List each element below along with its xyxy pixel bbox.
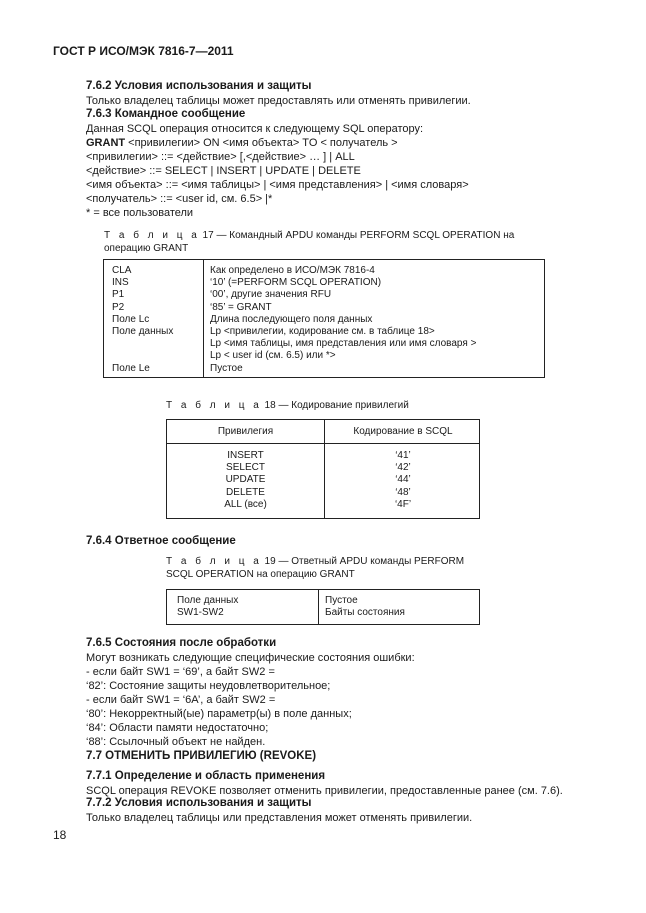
table-19-left-column <box>177 595 238 619</box>
table-cell: Lp <имя таблицы, имя представления или имя словаря > <box>210 338 477 350</box>
syntax-line: <получатель> ::= <user id, см. 6.5> |* <box>86 193 273 205</box>
syntax-line: <имя объекта> ::= <имя таблицы> | <имя представления> | <имя словаря> <box>86 179 469 191</box>
table-cell: ‘10’ (=PERFORM SCQL OPERATION) <box>210 277 382 289</box>
table-17-divider <box>203 260 204 377</box>
table-cell: ‘44’ <box>395 474 411 486</box>
table-cell: CLA <box>112 265 132 276</box>
section-7-7-1-heading: 7.7.1 Определение и область применения <box>86 770 326 782</box>
status-line: Могут возникать следующие специфические состояния ошибки: <box>86 652 415 664</box>
table-cell: Пустое <box>325 595 358 606</box>
table-cell <box>112 338 173 350</box>
table-cell: INS <box>112 277 129 289</box>
table-cell: Lp < user id (см. 6.5) или *> <box>210 350 336 362</box>
table-19-right-column <box>325 595 405 619</box>
section-7-7-2-heading: 7.7.2 Условия использования и защиты <box>86 797 312 809</box>
table-caption-prefix: Т а б л и ц а <box>104 230 200 241</box>
table-18-header-privilege: Привилегия <box>217 426 274 437</box>
table-cell: Поле Le <box>112 362 150 374</box>
table-17-left-column <box>112 265 173 375</box>
table-caption-prefix: Т а б л и ц а <box>166 556 262 567</box>
table-caption-text: 17 — Командный APDU команды PERFORM SCQL OPERATION на операцию GRANT <box>104 230 515 254</box>
page-number: 18 <box>53 828 67 842</box>
table-19-divider <box>318 590 319 624</box>
table-cell: ‘00’, другие значения RFU <box>210 289 332 301</box>
table-cell: ‘48’ <box>395 486 411 498</box>
table-cell: ALL (все) <box>224 498 267 510</box>
table-18-caption <box>166 399 409 412</box>
table-cell: SELECT <box>226 462 265 474</box>
table-cell: Поле данных <box>177 595 239 606</box>
table-cell: ‘85’ = GRANT <box>210 301 272 313</box>
section-7-6-3-body <box>86 122 469 220</box>
table-17-caption <box>104 229 546 255</box>
status-line: - если байт SW1 = ‘6A’, а байт SW2 = <box>86 694 276 706</box>
table-cell: ‘42’ <box>395 462 411 474</box>
table-cell: Поле данных <box>112 326 174 338</box>
table-caption-text: 19 — Ответный APDU команды PERFORM SCQL OPERATION на операцию GRANT <box>166 556 465 580</box>
section-7-7-2-text: Только владелец таблицы или представления может отменять привилегии. <box>86 812 473 824</box>
table-18-left-column <box>167 450 324 511</box>
table-cell: P2 <box>112 301 125 313</box>
table-cell: UPDATE <box>225 474 266 486</box>
table-18-header-rule <box>167 443 479 444</box>
section-7-6-2-heading: 7.6.2 Условия использования и защиты <box>86 80 312 92</box>
syntax-line: <действие> ::= SELECT | INSERT | UPDATE | DELETE <box>86 165 361 177</box>
section-7-7-1-text: SCQL операция REVOKE позволяет отменить привилегии, предоставленные ранее (см. 7.6). <box>86 785 563 797</box>
table-18-right-column <box>325 450 481 511</box>
table-18-header-coding: Кодирование в SCQL <box>353 426 453 437</box>
table-cell: Длина последующего поля данных <box>210 313 373 325</box>
table-caption-text: 18 — Кодирование привилегий <box>261 400 409 411</box>
table-17-right-column <box>210 265 476 375</box>
table-cell: Как определено в ИСО/МЭК 7816-4 <box>210 265 375 276</box>
table-cell: Пустое <box>210 362 243 374</box>
syntax-line: * = все пользователи <box>86 207 194 219</box>
section-7-6-2-text: Только владелец таблицы может предоставлять или отменять привилегии. <box>86 95 471 107</box>
table-cell: ‘4F’ <box>394 498 412 510</box>
table-caption-prefix: Т а б л и ц а <box>166 400 262 411</box>
status-line: ‘88’: Ссылочный объект не найден. <box>86 736 266 748</box>
table-cell: ‘41’ <box>395 450 411 461</box>
section-7-6-5-body <box>86 651 415 749</box>
grant-keyword: GRANT <box>86 137 126 149</box>
section-7-6-3-intro: Данная SCQL операция относится к следующему SQL оператору: <box>86 123 424 135</box>
grant-syntax-line <box>86 136 469 150</box>
table-cell: Lp <привилегии, кодирование см. в таблице 18> <box>210 326 435 338</box>
table-cell: Поле Lc <box>112 313 150 325</box>
grant-syntax-rest: <привилегии> ON <имя объекта> TO < получатель > <box>125 137 398 149</box>
document-header: ГОСТ Р ИСО/МЭК 7816-7—2011 <box>53 44 234 58</box>
section-7-6-5-heading: 7.6.5 Состояния после обработки <box>86 637 277 649</box>
table-cell <box>112 350 173 362</box>
status-line: ‘80’: Некорректный(ые) параметр(ы) в поле данных; <box>86 708 352 720</box>
table-17 <box>103 259 545 378</box>
table-cell: INSERT <box>227 450 264 461</box>
table-cell: SW1-SW2 <box>177 607 224 619</box>
section-7-7-heading: 7.7 ОТМЕНИТЬ ПРИВИЛЕГИЮ (REVOKE) <box>86 750 317 762</box>
table-cell: Байты состояния <box>325 607 405 619</box>
table-19 <box>166 589 480 625</box>
table-cell: DELETE <box>226 486 265 498</box>
status-line: ‘84’: Области памяти недостаточно; <box>86 722 269 734</box>
table-cell: P1 <box>112 289 125 301</box>
syntax-line: <привилегии> ::= <действие> [,<действие> … ] | ALL <box>86 151 355 163</box>
status-line: - если байт SW1 = ‘69’, а байт SW2 = <box>86 666 275 678</box>
table-19-caption <box>166 555 480 581</box>
table-18 <box>166 419 480 519</box>
section-7-6-3-heading: 7.6.3 Командное сообщение <box>86 108 246 120</box>
status-line: ‘82’: Состояние защиты неудовлетворительное; <box>86 680 331 692</box>
section-7-6-4-heading: 7.6.4 Ответное сообщение <box>86 535 236 547</box>
